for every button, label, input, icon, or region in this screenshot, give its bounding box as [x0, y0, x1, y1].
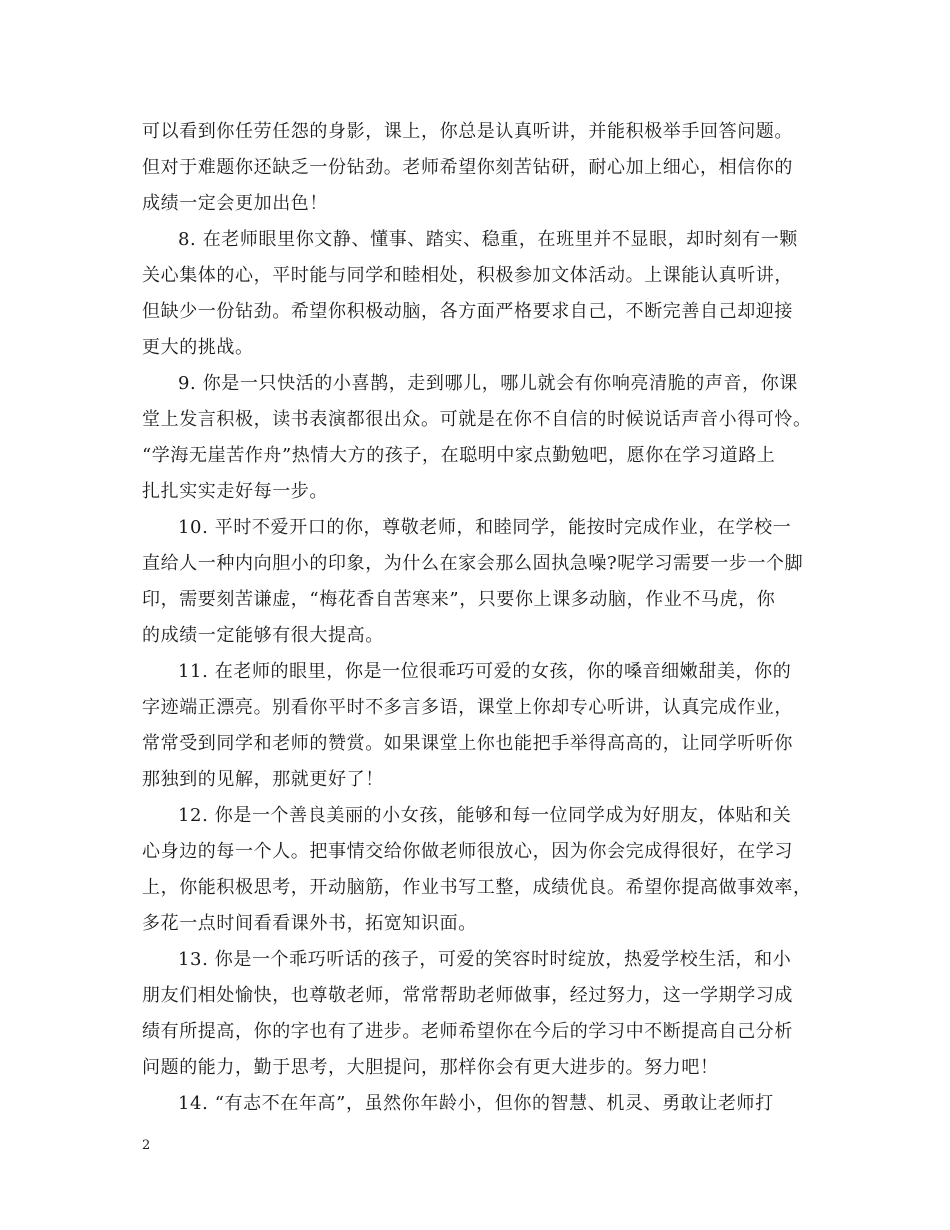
text-line: 常常受到同学和老师的赞赏。如果课堂上你也能把手举得高高的，让同学听听你: [142, 733, 793, 754]
paragraph-start-10: 10. 平时不爱开口的你，尊敬老师，和睦同学，能按时完成作业，在学校一: [178, 517, 792, 538]
text-line: 但缺少一份钻劲。希望你积极动脑，各方面严格要求自己，不断完善自己却迎接: [142, 301, 793, 322]
text-line: 关心集体的心，平时能与同学和睦相处，积极参加文体活动。上课能认真听讲，: [142, 265, 793, 286]
text-line: 可以看到你任劳任怨的身影，课上，你总是认真听讲，并能积极举手回答问题。: [142, 121, 793, 142]
text-line: 朋友们相处愉快，也尊敬老师，常常帮助老师做事，经过努力，这一学期学习成: [142, 985, 793, 1006]
text-line: 的成绩一定能够有很大提高。: [142, 625, 384, 646]
text-line: 更大的挑战。: [142, 337, 254, 358]
text-line: 上，你能积极思考，开动脑筋，作业书写工整，成绩优良。希望你提高做事效率，: [142, 877, 812, 898]
text-line: 问题的能力，勤于思考，大胆提问，那样你会有更大进步的。努力吧！: [142, 1057, 719, 1078]
text-line: 印，需要刻苦谦虚，“梅花香自苦寒来”，只要你上课多动脑，作业不马虎，你: [142, 589, 776, 610]
text-line: 多花一点时间看看课外书，拓宽知识面。: [142, 913, 477, 934]
text-line: 扎扎实实走好每一步。: [142, 481, 328, 502]
paragraph-start-8: 8. 在老师眼里你文静、懂事、踏实、稳重，在班里并不显眼，却时刻有一颗: [178, 229, 798, 250]
text-line: 直给人一种内向胆小的印象，为什么在家会那么固执急噪?呢学习需要一步一个脚: [142, 553, 804, 574]
text-line: 但对于难题你还缺乏一份钻劲。老师希望你刻苦钻研，耐心加上细心，相信你的: [142, 157, 793, 178]
paragraph-start-13: 13. 你是一个乖巧听话的孩子，可爱的笑容时时绽放，热爱学校生活，和小: [178, 949, 792, 970]
text-line: 成绩一定会更加出色！: [142, 193, 328, 214]
paragraph-start-14: 14. “有志不在年高”，虽然你年龄小，但你的智慧、机灵、勇敢让老师打: [178, 1093, 774, 1114]
text-line: 字迹端正漂亮。别看你平时不多言多语，课堂上你却专心听讲，认真完成作业，: [142, 697, 793, 718]
text-line: 绩有所提高，你的字也有了进步。老师希望你在今后的学习中不断提高自己分析: [142, 1021, 793, 1042]
text-line: 堂上发言积极，读书表演都很出众。可就是在你不自信的时候说话声音小得可怜。: [142, 409, 812, 430]
paragraph-start-12: 12. 你是一个善良美丽的小女孩，能够和每一位同学成为好朋友，体贴和关: [178, 805, 792, 826]
text-line: 心身边的每一个人。把事情交给你做老师很放心，因为你会完成得很好，在学习: [142, 841, 793, 862]
paragraph-start-9: 9. 你是一只快活的小喜鹊，走到哪儿，哪儿就会有你响亮清脆的声音，你课: [178, 373, 798, 394]
paragraph-start-11: 11. 在老师的眼里，你是一位很乖巧可爱的女孩，你的嗓音细嫩甜美，你的: [178, 661, 792, 682]
page-number: 2: [142, 1138, 151, 1153]
text-line: 那独到的见解，那就更好了！: [142, 769, 384, 790]
text-line: “学海无崖苦作舟”热情大方的孩子，在聪明中家点勤勉吧，愿你在学习道路上: [142, 445, 776, 466]
